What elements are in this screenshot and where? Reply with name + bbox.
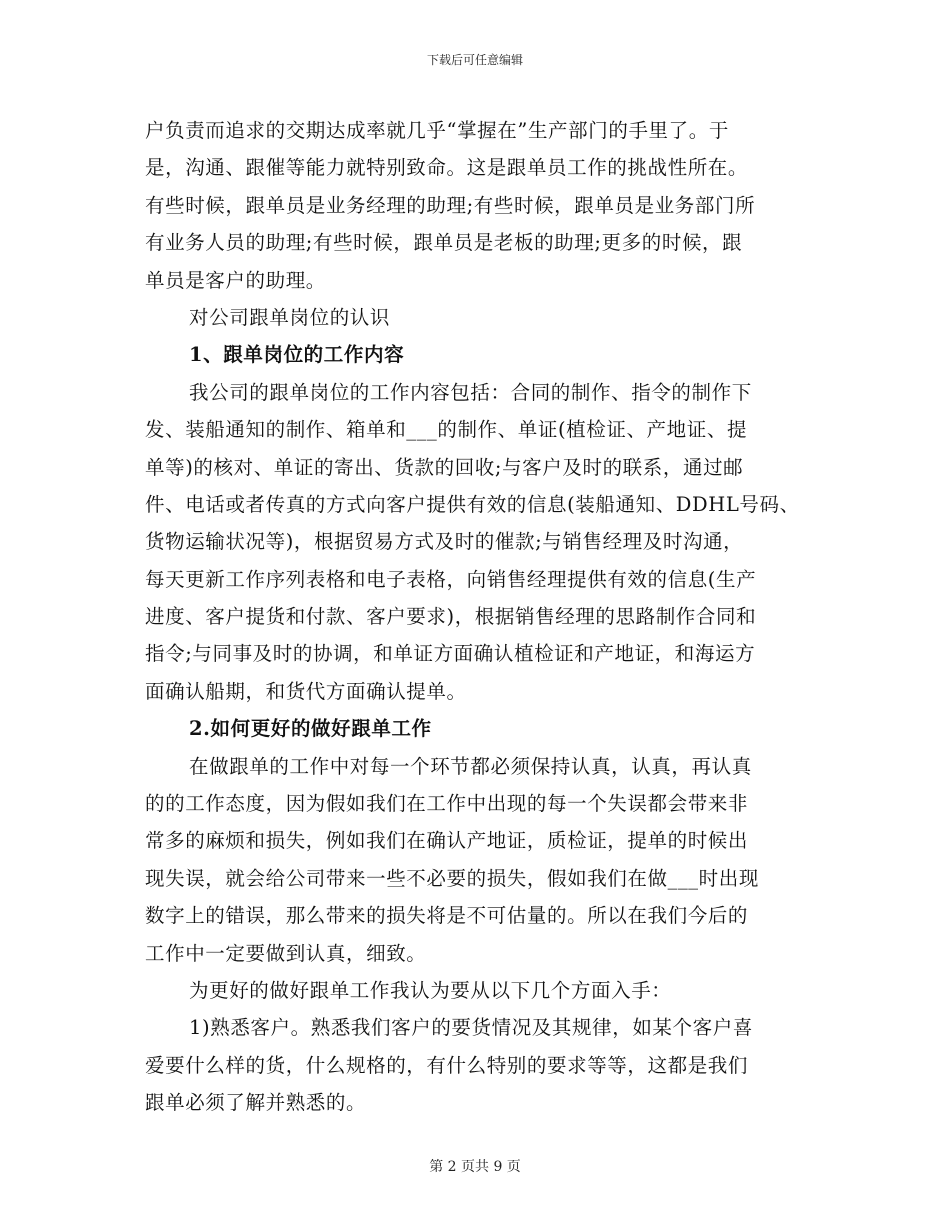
- text-line: 工作中一定要做到认真，细致。: [145, 941, 427, 965]
- section-heading: 2.如何更好的做好跟单工作: [189, 717, 432, 741]
- text-line: 进度、客户提货和付款、客户要求)，根据销售经理的思路制作合同和: [145, 605, 757, 629]
- text-line: 货物运输状况等)，根据贸易方式及时的催款;与销售经理及时沟通，: [145, 530, 744, 554]
- text-line: 现失误，就会给公司带来一些不必要的损失，假如我们在做___时出现: [145, 866, 759, 890]
- text-line: 数字上的错误，那么带来的损失将是不可估量的。所以在我们今后的: [145, 904, 749, 928]
- text-line: 1)熟悉客户。熟悉我们客户的要货情况及其规律，如某个客户喜: [189, 1016, 753, 1040]
- text-line: 面确认船期，和货代方面确认提单。: [145, 679, 467, 703]
- text-line: 的的工作态度，因为假如我们在工作中出现的每一个失误都会带来非: [145, 792, 749, 816]
- text-line: 常多的麻烦和损失，例如我们在确认产地证，质检证，提单的时候出: [145, 829, 749, 853]
- text-line: 爱要什么样的货，什么规格的，有什么特别的要求等等，这都是我们: [145, 1053, 749, 1077]
- text-line: 为更好的做好跟单工作我认为要从以下几个方面入手：: [189, 978, 672, 1002]
- page-header: 下载后可任意编辑: [426, 53, 523, 67]
- text-line: 是，沟通、跟催等能力就特别致命。这是跟单员工作的挑战性所在。: [145, 156, 749, 180]
- text-line: 单等)的核对、单证的寄出、货款的回收;与客户及时的联系，通过邮: [145, 455, 744, 479]
- text-line: 跟单必须了解并熟悉的。: [145, 1091, 367, 1115]
- text-line: 对公司跟单岗位的认识: [189, 305, 391, 329]
- document-body: [145, 112, 815, 1122]
- text-line: 在做跟单的工作中对每一个环节都必须保持认真，认真，再认真: [189, 754, 752, 778]
- text-line: 我公司的跟单岗位的工作内容包括：合同的制作、指令的制作下: [189, 380, 752, 404]
- text-line: 户负责而追求的交期达成率就几乎“掌握在”生产部门的手里了。于: [145, 119, 729, 142]
- text-line: 每天更新工作序列表格和电子表格，向销售经理提供有效的信息(生产: [145, 567, 757, 591]
- text-line: 有些时候，跟单员是业务经理的助理;有些时候，跟单员是业务部门所: [145, 193, 756, 217]
- text-line: 有业务人员的助理;有些时候，跟单员是老板的助理;更多的时候，跟: [145, 231, 743, 255]
- text-line: 件、电话或者传真的方式向客户提供有效的信息(装船通知、DDHL号码、: [145, 492, 800, 516]
- text-line: 指令;与同事及时的协调，和单证方面确认植检证和产地证，和海运方: [145, 642, 756, 666]
- section-heading: 1、跟单岗位的工作内容: [189, 343, 405, 367]
- page-footer: 第 2 页共 9 页: [429, 1159, 521, 1175]
- text-line: 单员是客户的助理。: [145, 268, 326, 292]
- text-line: 发、装船通知的制作、箱单和___的制作、单证(植检证、产地证、提: [145, 418, 748, 442]
